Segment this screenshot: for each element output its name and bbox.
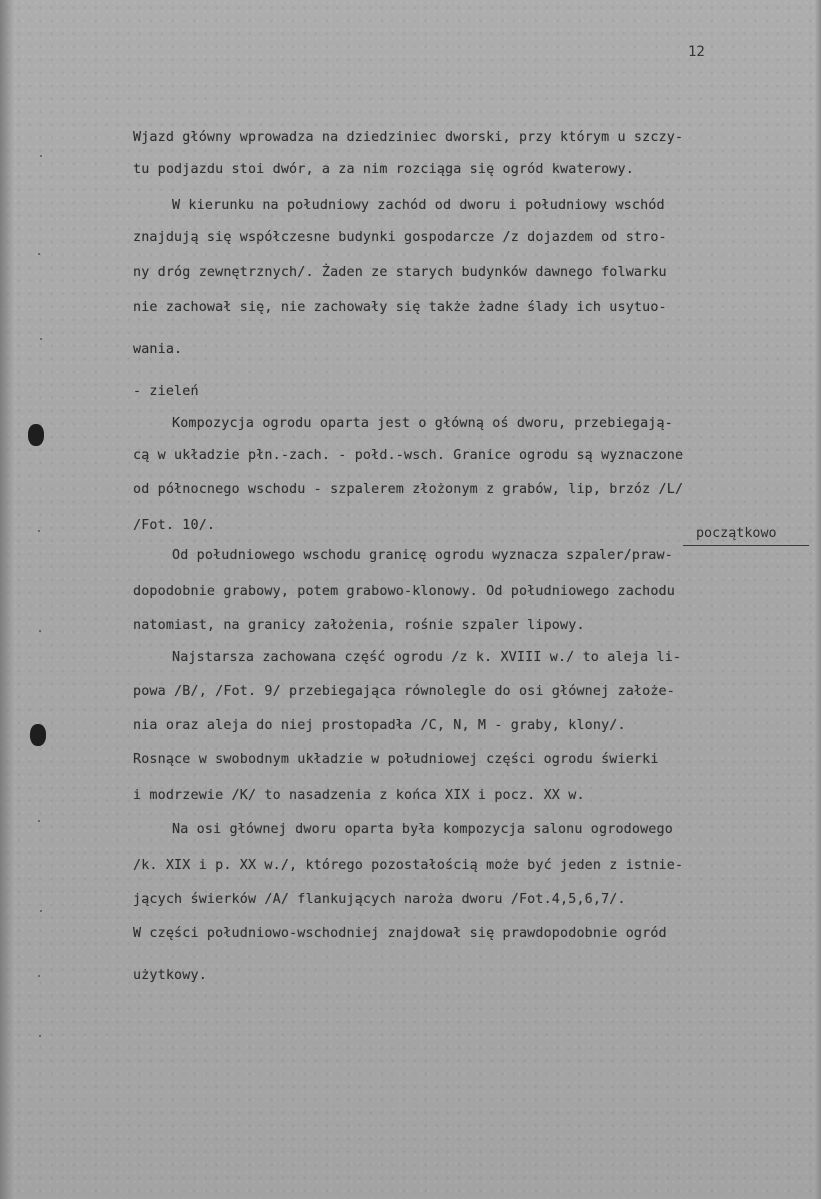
page-number: 12 [688,44,705,60]
text-line: Na osi głównej dworu oparta była kompozycja salonu ogrodowego [172,822,673,837]
text-line: od północnego wschodu - szpalerem złożonym z grabów, lip, brzóz /L/ [133,482,684,497]
text-line: Najstarsza zachowana część ogrodu /z k. XVIII w./ to aleja li- [172,650,682,665]
text-line: ny dróg zewnętrznych/. Żaden ze starych budynków dawnego folwarku [133,265,667,280]
scan-left-edge [0,0,14,1199]
scan-speck [40,910,42,912]
scan-right-edge [815,0,821,1199]
text-line: powa /B/, /Fot. 9/ przebiegająca równolegle do osi głównej założe- [133,684,675,699]
binder-hole [30,724,46,746]
scan-speck [38,530,40,532]
scan-speck [39,1035,41,1037]
text-line: Od południowego wschodu granicę ogrodu wyznacza szpaler/praw- [172,548,673,563]
text-line: W części południowo-wschodniej znajdował się prawdopodobnie ogród [133,926,667,941]
text-line: nia oraz aleja do niej prostopadła /C, N, M - graby, klony/. [133,718,626,733]
scan-speck [38,253,40,255]
text-line: tu podjazdu stoi dwór, a za nim rozciąga się ogród kwaterowy. [133,162,634,177]
text-line: wania. [133,342,183,357]
text-line: natomiast, na granicy założenia, rośnie szpaler lipowy. [133,618,585,633]
scan-speck [40,338,42,340]
text-line: jących świerków /A/ flankujących naroża dworu /Fot.4,5,6,7/. [133,892,626,907]
insertion-underline [683,545,809,546]
handwritten-insertion: początkowo [696,526,777,541]
scan-speck [38,975,40,977]
scan-speck [39,630,41,632]
scan-speck [38,820,40,822]
binder-hole [28,424,44,446]
text-line: i modrzewie /K/ to nasadzenia z końca XIX i pocz. XX w. [133,788,585,803]
text-line: W kierunku na południowy zachód od dworu i południowy wschód [172,198,665,213]
text-line: /Fot. 10/. [133,518,216,533]
section-heading: - zieleń [133,384,199,399]
text-line: Rosnące w swobodnym układzie w południowej części ogrodu świerki [133,752,659,767]
scan-speck [40,155,42,157]
text-line: Wjazd główny wprowadza na dziedziniec dworski, przy którym u szczy- [133,130,684,145]
text-line: użytkowy. [133,968,207,983]
text-line: cą w układzie płn.-zach. - połd.-wsch. Granice ogrodu są wyznaczone [133,448,684,463]
text-line: nie zachował się, nie zachowały się także żadne ślady ich usytuo- [133,300,667,315]
text-line: Kompozycja ogrodu oparta jest o główną oś dworu, przebiegają- [172,416,673,431]
text-line: dopodobnie grabowy, potem grabowo-klonowy. Od południowego zachodu [133,584,675,599]
text-line: znajdują się współczesne budynki gospodarcze /z dojazdem od stro- [133,230,667,245]
text-line: /k. XIX i p. XX w./, którego pozostałością może być jeden z istnie- [133,858,684,873]
